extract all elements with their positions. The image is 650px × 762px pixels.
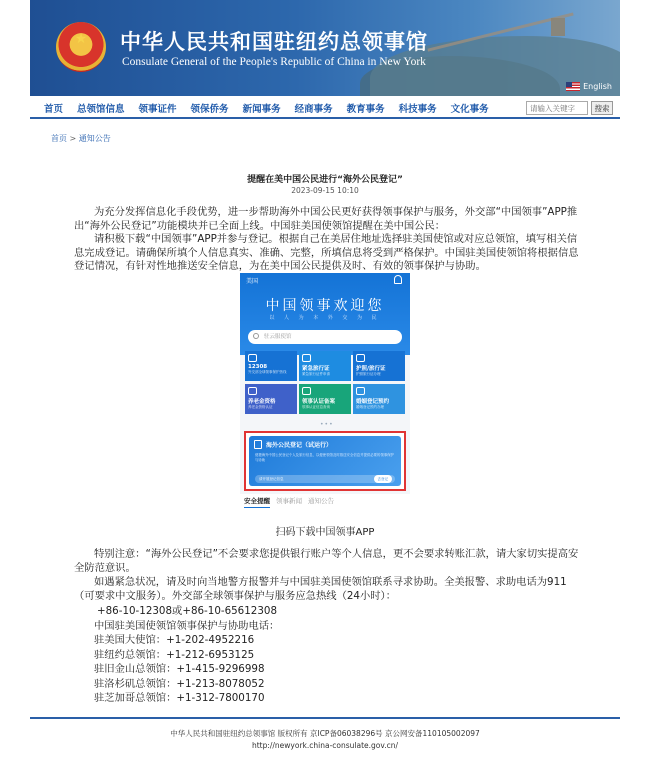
search-button[interactable]: 搜索: [591, 101, 613, 115]
site-header: [30, 0, 620, 96]
marriage-icon: [356, 387, 365, 395]
footer-divider: [30, 717, 620, 719]
registration-entry-label: 请开展登记信息: [259, 477, 284, 481]
app-tile-sub: 紧急旅行证件申请: [302, 372, 330, 376]
hotline-number: +86-10-12308或+86-10-65612308: [97, 605, 277, 617]
app-tile-label: 领事认证备案: [302, 399, 336, 405]
app-tile-label: 婚姻登记预约: [356, 399, 390, 405]
page-frame: [30, 0, 620, 762]
document-icon: [302, 354, 311, 362]
contacts-heading: 中国驻美国使领馆领事保护与协助电话：: [94, 619, 280, 632]
contact-item: 驻芝加哥总领馆：+1-312-7800170: [94, 692, 265, 704]
registration-button: 去登记: [374, 475, 393, 483]
contact-item: 驻美国大使馆：+1-202-4952216: [94, 634, 255, 646]
app-tile: [299, 384, 351, 414]
site-title-cn: 中华人民共和国驻纽约总领事馆: [120, 30, 428, 54]
nav-item-culture[interactable]: 文化事务: [450, 104, 489, 115]
breadcrumb-current[interactable]: 通知公告: [78, 134, 111, 143]
breadcrumb: [51, 133, 111, 144]
app-tile-label: 护照/旅行证: [356, 366, 386, 372]
footer-url[interactable]: http://newyork.china-consulate.gov.cn/: [251, 741, 399, 750]
us-flag-icon: [566, 82, 580, 91]
certificate-icon: [302, 387, 311, 395]
overseas-citizen-registration-banner: [249, 436, 401, 486]
app-tile: [245, 384, 297, 414]
breadcrumb-home[interactable]: 首页: [51, 134, 67, 143]
breadcrumb-separator: >: [69, 134, 77, 143]
overseas-citizen-registration-card: [244, 431, 406, 491]
carousel-dots: •••: [320, 421, 334, 428]
app-search-placeholder: 驻云服使馆: [264, 334, 292, 340]
app-tab-news: 领事新闻: [276, 497, 302, 505]
app-tile-sub: 护照旅行证办理: [356, 372, 381, 376]
nav-item-home[interactable]: 首页: [44, 104, 64, 115]
app-tile-sub: 领事认证信息查询: [302, 405, 330, 409]
app-tile-sub: 婚姻登记预约办理: [356, 405, 384, 409]
main-nav: [30, 99, 620, 119]
app-tile: [245, 351, 297, 381]
nav-item-consulate-info[interactable]: 总领馆信息: [77, 104, 125, 115]
app-tile: [353, 351, 405, 381]
app-tile: [353, 384, 405, 414]
registration-description: 便捷海外中国公民登记个人及旅行信息，以便使领馆及时推送安全信息并提供必要的领事保护与协助: [255, 453, 395, 462]
registration-entry: [255, 475, 395, 483]
english-link[interactable]: [566, 82, 612, 91]
phone-icon: [248, 354, 257, 362]
contact-item: 驻洛杉矶总领馆：+1-213-8078052: [94, 677, 265, 690]
article-paragraph: 为充分发挥信息化手段优势，进一步帮助海外中国公民更好获得领事保护与服务，外交部“中国领事”APP推出“海外公民登记”功能模块并已全面上线。中国驻美国使领馆提醒在美中国公民：: [74, 206, 578, 232]
registration-icon: [254, 440, 262, 449]
nav-item-commerce[interactable]: 经商事务: [294, 104, 333, 115]
app-tile-label: 紧急旅行证: [302, 366, 330, 372]
app-tab-notices: 通知公告: [308, 497, 334, 505]
passport-icon: [356, 354, 365, 362]
great-wall-tower: [551, 18, 565, 36]
app-slogan-sub: 以 人 为 本 外 交 为 民: [269, 315, 381, 321]
contact-list: [94, 604, 279, 706]
app-tab-safety: 安全提醒: [244, 494, 270, 508]
article-paragraph: 特别注意：“海外公民登记”不会要求您提供银行账户等个人信息，更不会要求转账汇款，请大家切实提高安全防范意识。: [74, 548, 579, 574]
app-location: 美国: [246, 278, 259, 285]
app-slogan: 中国领事欢迎您: [265, 298, 385, 314]
app-tile-sub: 外交部全球领事保护热线: [248, 370, 287, 374]
app-search-bar: [248, 330, 402, 344]
app-tile-label: 12308: [248, 364, 268, 370]
site-title-en: Consulate General of the People's Republic of China in New York: [122, 56, 426, 68]
national-emblem-icon: ★: [56, 22, 106, 72]
nav-item-protection-overseas-chinese[interactable]: 领保侨务: [190, 104, 229, 115]
app-tile: [299, 351, 351, 381]
person-icon: [248, 387, 257, 395]
bell-icon: [394, 275, 402, 284]
nav-item-science[interactable]: 科技事务: [398, 104, 437, 115]
article-title: 提醒在美中国公民进行“海外公民登记”: [247, 175, 403, 185]
app-tabs: [240, 494, 410, 508]
article-paragraph: 如遇紧急状况，请及时向当地警方报警并与中国驻美国使领馆联系寻求协助。全美报警、求助电话为911（可要求中文服务）。外交部全球领事保护与服务应急热线（24小时）：: [74, 576, 567, 602]
image-caption: 扫码下载中国领事APP: [275, 527, 375, 538]
article-paragraph: 请积极下载“中国领事”APP并参与登记。根据自己在美居住地址选择驻美国使馆或对应总领馆，填写相关信息完成登记。请确保所填个人信息真实、准确、完整，所填信息将受到严格保护。中国驻美国使领馆将根据信息登记情况，有针对性地推送安全信息，为在美中国公民提供及时、有效的领事保护与协助。: [74, 233, 579, 272]
app-screenshot: [240, 273, 410, 508]
english-link-label: English: [583, 82, 612, 91]
nav-item-education[interactable]: 教育事务: [346, 104, 385, 115]
footer-copyright: 中华人民共和国驻纽约总领事馆 版权所有 京ICP备06038296号 京公网安备110105002097: [170, 729, 480, 738]
app-tile-label: 养老金资格: [248, 399, 276, 405]
registration-title: 海外公民登记（试运行）: [266, 442, 333, 449]
app-tile-sub: 养老金资格认证: [248, 405, 273, 409]
contact-item: 驻纽约总领馆：+1-212-6953125: [94, 648, 255, 661]
app-banner: [240, 273, 410, 355]
nav-item-consular-documents[interactable]: 领事证件: [138, 104, 177, 115]
search-icon: [253, 333, 259, 339]
contact-item: 驻旧金山总领馆：+1-415-9296998: [94, 663, 265, 675]
search-input[interactable]: [526, 101, 588, 115]
nav-item-news[interactable]: 新闻事务: [242, 104, 281, 115]
article-date: 2023-09-15 10:10: [291, 186, 359, 195]
